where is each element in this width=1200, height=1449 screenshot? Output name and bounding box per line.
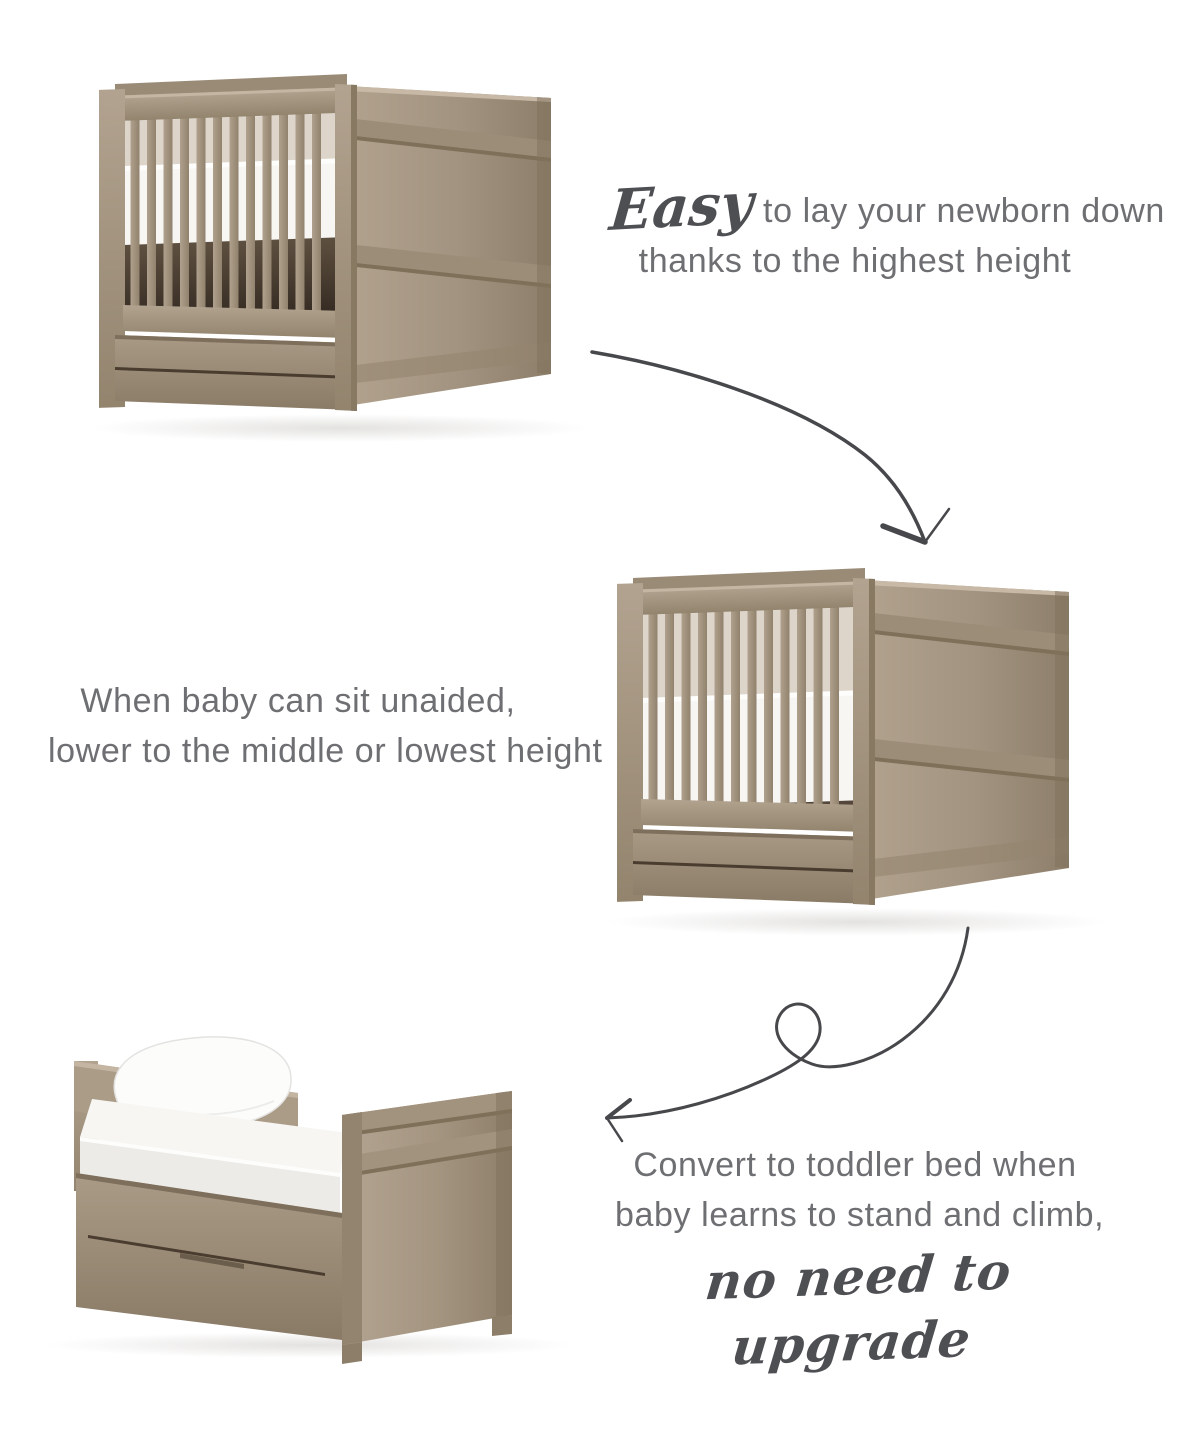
step1-caption: [607, 170, 1165, 286]
toddler-bed-illustration: [30, 1015, 605, 1365]
under-drawer: [115, 335, 353, 410]
step1-caption-line1: Easy to lay your newborn down: [607, 170, 1165, 244]
curved-arrow-down-right-icon: [565, 330, 965, 565]
step2-caption-line1: When baby can sit unaided,: [80, 682, 516, 720]
cot-highest-illustration: [85, 58, 605, 450]
step2-caption: [48, 676, 603, 776]
under-drawer: [633, 829, 871, 904]
looped-arrow-left-icon: [572, 912, 992, 1152]
step3-caption: [615, 1140, 1105, 1377]
footboard: [342, 1091, 512, 1364]
step3-caption-line2: baby learns to stand and climb,: [615, 1196, 1105, 1234]
front-corner-post: [335, 84, 357, 411]
front-corner-post: [853, 578, 875, 905]
step1-caption-line2: thanks to the highest height: [638, 242, 1072, 280]
step3-caption-line1: Convert to toddler bed when: [633, 1146, 1077, 1184]
cot-lowered-illustration: [602, 552, 1124, 944]
step1-caption-script-word: Easy: [607, 170, 756, 244]
end-panel: [865, 580, 1069, 900]
step2-caption-line2: lower to the middle or lowest height: [48, 732, 603, 770]
step3-caption-script-line: no need to upgrade: [702, 1241, 1015, 1377]
end-panel: [347, 86, 551, 406]
floor-shadow: [90, 414, 590, 442]
